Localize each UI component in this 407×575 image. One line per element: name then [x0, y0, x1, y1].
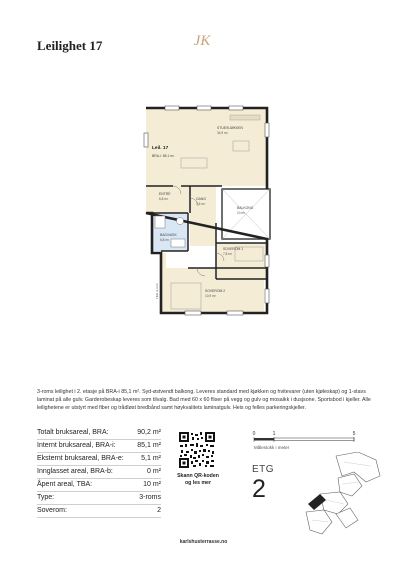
- floor-label: ETG: [252, 464, 275, 475]
- building-outline: [306, 452, 380, 534]
- building-key-map: [300, 452, 385, 544]
- room-hall-area: 7,6 m²: [196, 202, 206, 206]
- room-hall-fill: [190, 186, 216, 246]
- room-tech-label: TEK. 2,3 m²: [155, 282, 159, 299]
- facts-row: [37, 492, 161, 505]
- qr-caption-line2: og les mer: [185, 480, 211, 486]
- fact-value: 2: [157, 507, 161, 514]
- facts-row: [37, 479, 161, 492]
- apartment-description: 3-roms leilighet i 2. etasje på BRA-i 85,1 m². Syd-østvendt balkong. Leveres standard med kjøkken og hvitevarer (uten kjøleskap) og 1-stavs laminat på alle gulv. Garderobeskap leveres som tilvalg. Bad med 60 x 60 fliser på vegg og gulv og mosaikk i dusjsone. Sportsbod i kjeller. Alle leilighetene er utstyrt med fiber og trådløst bredbånd samt høykvalitets laminatgulv. Heis og felles parkeringskjeller.: [37, 389, 371, 411]
- facts-row: [37, 440, 161, 453]
- room-entry-name: ENTRÉ: [159, 192, 171, 196]
- unit-label: Leil. 17: [152, 146, 169, 151]
- room-bedroom2-name: SOVEROM 2: [205, 289, 226, 293]
- facts-row: [37, 466, 161, 479]
- floor-number: 2: [252, 475, 266, 503]
- room-entry-area: 6,8 m²: [159, 197, 169, 201]
- fact-value: 0 m²: [147, 468, 161, 475]
- room-living-name: STUE/KJØKKEN: [217, 126, 243, 130]
- fact-label: Innglasset areal, BRA-b:: [37, 468, 113, 475]
- room-bedroom2-area: 10,9 m²: [205, 294, 216, 298]
- floor-plan: [125, 103, 275, 318]
- qr-caption-line1: Skann QR-koden: [177, 473, 219, 479]
- fact-value: 3-roms: [139, 494, 161, 501]
- room-living-area: 34,9 m²: [217, 131, 228, 135]
- room-balcony-area: 10 m²: [237, 211, 246, 215]
- room-bath-name: BAD/VASK: [160, 233, 177, 237]
- fact-label: Åpent areal, TBA:: [37, 481, 93, 488]
- room-bedroom1-area: 7,8 m²: [223, 252, 233, 256]
- facts-row: [37, 505, 161, 518]
- room-hall-name: GANG: [196, 197, 206, 201]
- room-bath-area: 6,8 m²: [160, 238, 170, 242]
- scale-tick-0: 0: [252, 431, 256, 437]
- fact-value: 90,2 m²: [137, 429, 161, 436]
- page-title: Leilighet 17: [37, 38, 103, 53]
- scale-tick-1: 1: [272, 431, 276, 437]
- fact-value: 5,1 m²: [141, 455, 161, 462]
- toilet: [177, 218, 184, 225]
- logo-letters: JK: [193, 33, 211, 49]
- qr-code[interactable]: [179, 432, 215, 468]
- scale-tick-5: 5: [352, 431, 356, 437]
- facts-row: [37, 453, 161, 466]
- room-balcony-name: BALKONG: [237, 206, 254, 210]
- fact-label: Internt bruksareal, BRA-i:: [37, 442, 116, 449]
- fact-label: Eksternt bruksareal, BRA-e:: [37, 455, 124, 462]
- fact-label: Type:: [37, 494, 55, 501]
- fact-label: Soverom:: [37, 507, 67, 514]
- kitchen-counter: [230, 115, 260, 120]
- fact-label: Totalt bruksareal, BRA:: [37, 429, 109, 436]
- facts-row: [37, 427, 161, 440]
- scale-label: Målestokk i meter: [254, 445, 290, 450]
- washer: [171, 239, 185, 247]
- qr-caption: [173, 473, 223, 487]
- unit-area: BRA-i: 85,1 m²: [152, 154, 175, 158]
- fact-value: 85,1 m²: [137, 442, 161, 449]
- brand-logo: [191, 29, 213, 51]
- shower: [155, 216, 165, 228]
- fact-value: 10 m²: [143, 481, 161, 488]
- website-link[interactable]: karlshusterrasse.no: [179, 539, 228, 545]
- facts-table: [37, 427, 161, 518]
- room-bedroom1-name: SOVEROM 1: [223, 247, 244, 251]
